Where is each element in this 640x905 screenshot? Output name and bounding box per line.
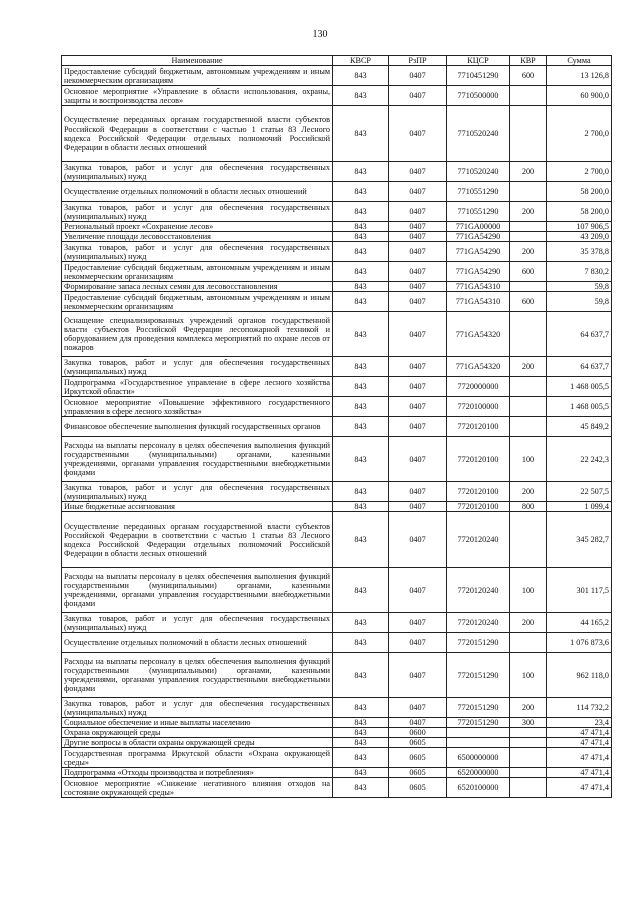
row-name: Финансовое обеспечение выполнения функций государственных органов — [62, 417, 333, 437]
row-kcsr: 7720120240 — [447, 613, 510, 633]
table-row — [62, 397, 612, 417]
row-sum: 22 507,5 — [547, 482, 612, 502]
row-name: Закупка товаров, работ и услуг для обеспечения государственных (муниципальных) нужд — [62, 357, 333, 377]
row-kvr — [510, 377, 547, 397]
table-row — [62, 66, 612, 86]
row-rzpr: 0407 — [389, 232, 447, 242]
row-rzpr: 0407 — [389, 242, 447, 262]
row-kvsr: 843 — [333, 568, 389, 613]
row-sum: 114 732,2 — [547, 698, 612, 718]
row-sum: 47 471,4 — [547, 738, 612, 748]
table-row — [62, 437, 612, 482]
table-row — [62, 357, 612, 377]
row-kvsr: 843 — [333, 202, 389, 222]
row-kcsr: 7720151290 — [447, 698, 510, 718]
row-kvsr: 843 — [333, 653, 389, 698]
row-name: Основное мероприятие «Снижение негативного влияния отходов на состояние окружающей среды» — [62, 778, 333, 798]
row-rzpr: 0605 — [389, 738, 447, 748]
row-kvr: 200 — [510, 482, 547, 502]
row-kvsr: 843 — [333, 182, 389, 202]
row-name: Закупка товаров, работ и услуг для обеспечения государственных (муниципальных) нужд — [62, 202, 333, 222]
row-kcsr: 7710551290 — [447, 202, 510, 222]
row-kvsr: 843 — [333, 162, 389, 182]
row-kvr: 200 — [510, 202, 547, 222]
row-rzpr: 0407 — [389, 482, 447, 502]
row-kvsr: 843 — [333, 738, 389, 748]
row-kcsr: 7720151290 — [447, 653, 510, 698]
row-kcsr: 771GA54310 — [447, 292, 510, 312]
table-header-row — [62, 56, 612, 66]
row-name: Подпрограмма «Государственное управление в сфере лесного хозяйства Иркутской области» — [62, 377, 333, 397]
row-kvr: 200 — [510, 698, 547, 718]
header-kvsr: КВСР — [333, 56, 389, 66]
row-name: Расходы на выплаты персоналу в целях обеспечения выполнения функций государственными (муниципальными) органами, казенными учреждениями, органами управления государственными внебюджетными фондами — [62, 437, 333, 482]
table-row — [62, 728, 612, 738]
row-kvr — [510, 633, 547, 653]
row-kvr — [510, 106, 547, 162]
row-kvsr: 843 — [333, 357, 389, 377]
row-kcsr: 7710520240 — [447, 162, 510, 182]
row-rzpr: 0407 — [389, 718, 447, 728]
row-kvsr: 843 — [333, 232, 389, 242]
row-kvsr: 843 — [333, 613, 389, 633]
row-rzpr: 0407 — [389, 66, 447, 86]
row-kvr — [510, 182, 547, 202]
table-row — [62, 768, 612, 778]
row-name: Расходы на выплаты персоналу в целях обеспечения выполнения функций государственными (муниципальными) органами, казенными учреждениями, органами управления государственными внебюджетными фондами — [62, 568, 333, 613]
row-kcsr: 7720100000 — [447, 397, 510, 417]
table-row — [62, 377, 612, 397]
row-name: Расходы на выплаты персоналу в целях обеспечения выполнения функций государственными (муниципальными) органами, казенными учреждениями, органами управления государственными внебюджетными фондами — [62, 653, 333, 698]
row-sum: 301 117,5 — [547, 568, 612, 613]
row-kvsr: 843 — [333, 768, 389, 778]
row-sum: 22 242,3 — [547, 437, 612, 482]
row-rzpr: 0407 — [389, 262, 447, 282]
page-number: 130 — [312, 29, 328, 40]
table-row — [62, 512, 612, 568]
table-row — [62, 282, 612, 292]
row-rzpr: 0407 — [389, 397, 447, 417]
row-name: Закупка товаров, работ и услуг для обеспечения государственных (муниципальных) нужд — [62, 242, 333, 262]
row-kcsr: 771GA54290 — [447, 242, 510, 262]
row-kvr — [510, 222, 547, 232]
row-kcsr: 7720120100 — [447, 482, 510, 502]
row-rzpr: 0407 — [389, 512, 447, 568]
table-row — [62, 222, 612, 232]
row-sum: 44 165,2 — [547, 613, 612, 633]
row-rzpr: 0407 — [389, 613, 447, 633]
row-name: Формирование запаса лесных семян для лесовосстановления — [62, 282, 333, 292]
table-row — [62, 748, 612, 768]
row-sum: 47 471,4 — [547, 768, 612, 778]
table-row — [62, 482, 612, 502]
table-row — [62, 242, 612, 262]
table-row — [62, 568, 612, 613]
table-body — [62, 66, 612, 798]
row-kcsr: 7720120100 — [447, 502, 510, 512]
row-kvr — [510, 738, 547, 748]
row-kvr: 200 — [510, 162, 547, 182]
row-sum: 59,8 — [547, 282, 612, 292]
row-kvr: 100 — [510, 437, 547, 482]
row-kcsr: 771GA54320 — [447, 357, 510, 377]
row-name: Предоставление субсидий бюджетным, автономным учреждениям и иным некоммерческим организациям — [62, 292, 333, 312]
row-sum: 64 637,7 — [547, 312, 612, 357]
table-row — [62, 613, 612, 633]
row-rzpr: 0407 — [389, 568, 447, 613]
row-kvr — [510, 232, 547, 242]
row-kvsr: 843 — [333, 748, 389, 768]
row-kvr: 600 — [510, 262, 547, 282]
row-rzpr: 0407 — [389, 162, 447, 182]
row-sum: 58 200,0 — [547, 182, 612, 202]
table-row — [62, 653, 612, 698]
row-kvr — [510, 417, 547, 437]
row-name: Другие вопросы в области охраны окружающей среды — [62, 738, 333, 748]
table-row — [62, 312, 612, 357]
row-sum: 47 471,4 — [547, 748, 612, 768]
header-name: Наименование — [62, 56, 333, 66]
row-kcsr: 7710500000 — [447, 86, 510, 106]
table-row — [62, 162, 612, 182]
row-kcsr — [447, 738, 510, 748]
row-kvr: 200 — [510, 613, 547, 633]
row-name: Закупка товаров, работ и услуг для обеспечения государственных (муниципальных) нужд — [62, 482, 333, 502]
row-name: Предоставление субсидий бюджетным, автономным учреждениям и иным некоммерческим организациям — [62, 66, 333, 86]
row-rzpr: 0407 — [389, 502, 447, 512]
row-kcsr: 7720151290 — [447, 633, 510, 653]
row-kvsr: 843 — [333, 437, 389, 482]
table-row — [62, 502, 612, 512]
row-sum: 23,4 — [547, 718, 612, 728]
row-kvr — [510, 778, 547, 798]
row-sum: 45 849,2 — [547, 417, 612, 437]
row-kcsr: 7720120100 — [447, 417, 510, 437]
row-kcsr: 6520000000 — [447, 768, 510, 778]
row-kvr — [510, 748, 547, 768]
row-kvr: 200 — [510, 357, 547, 377]
row-rzpr: 0407 — [389, 377, 447, 397]
row-name: Оснащение специализированных учреждений органов государственной власти субъектов Российской Федерации лесопожарной техникой и оборудованием для проведения комплекса мероприятий по охране лесов от пожаров — [62, 312, 333, 357]
table-row — [62, 633, 612, 653]
row-kcsr: 6500000000 — [447, 748, 510, 768]
row-kvr — [510, 728, 547, 738]
row-sum: 962 118,0 — [547, 653, 612, 698]
row-kvsr: 843 — [333, 242, 389, 262]
row-sum: 1 468 005,5 — [547, 377, 612, 397]
row-sum: 64 637,7 — [547, 357, 612, 377]
row-sum: 1 468 005,5 — [547, 397, 612, 417]
row-kvsr: 843 — [333, 417, 389, 437]
row-name: Закупка товаров, работ и услуг для обеспечения государственных (муниципальных) нужд — [62, 613, 333, 633]
row-rzpr: 0605 — [389, 768, 447, 778]
row-kvsr: 843 — [333, 292, 389, 312]
row-name: Осуществление переданных органам государственной власти субъектов Российской Федерации в соответствии с частью 1 статьи 83 Лесного кодекса Российской Федерации отдельных полномочий Российской Федерации в области лесных отношений — [62, 106, 333, 162]
row-sum: 1 076 873,6 — [547, 633, 612, 653]
row-sum: 60 900,0 — [547, 86, 612, 106]
row-rzpr: 0407 — [389, 653, 447, 698]
row-kvsr: 843 — [333, 698, 389, 718]
row-kvr — [510, 768, 547, 778]
row-rzpr: 0407 — [389, 292, 447, 312]
row-rzpr: 0407 — [389, 202, 447, 222]
row-rzpr: 0605 — [389, 748, 447, 768]
row-name: Охрана окружающей среды — [62, 728, 333, 738]
row-kvsr: 843 — [333, 728, 389, 738]
row-rzpr: 0407 — [389, 282, 447, 292]
row-kcsr — [447, 728, 510, 738]
row-kvsr: 843 — [333, 312, 389, 357]
row-sum: 7 830,2 — [547, 262, 612, 282]
table-row — [62, 292, 612, 312]
row-kcsr: 7720120240 — [447, 512, 510, 568]
row-kcsr: 771GA54290 — [447, 262, 510, 282]
row-name: Основное мероприятие «Управление в области использования, охраны, защиты и воспроизводства лесов» — [62, 86, 333, 106]
row-rzpr: 0407 — [389, 106, 447, 162]
table-row — [62, 778, 612, 798]
row-kvsr: 843 — [333, 86, 389, 106]
row-rzpr: 0407 — [389, 86, 447, 106]
row-sum: 59,8 — [547, 292, 612, 312]
header-kvr: КВР — [510, 56, 547, 66]
row-kcsr: 6520100000 — [447, 778, 510, 798]
row-kvr: 200 — [510, 242, 547, 262]
row-sum: 35 378,8 — [547, 242, 612, 262]
row-kcsr: 771GA54310 — [447, 282, 510, 292]
row-kvsr: 843 — [333, 222, 389, 232]
row-kcsr: 7720000000 — [447, 377, 510, 397]
table-row — [62, 262, 612, 282]
table-row — [62, 232, 612, 242]
row-kcsr: 771GA54290 — [447, 232, 510, 242]
row-kcsr: 7720151290 — [447, 718, 510, 728]
row-sum: 47 471,4 — [547, 778, 612, 798]
row-kvsr: 843 — [333, 262, 389, 282]
row-rzpr: 0605 — [389, 778, 447, 798]
header-kcsr: КЦСР — [447, 56, 510, 66]
table-row — [62, 417, 612, 437]
row-sum: 2 700,0 — [547, 162, 612, 182]
row-name: Осуществление отдельных полномочий в области лесных отношений — [62, 633, 333, 653]
row-kcsr: 7710451290 — [447, 66, 510, 86]
row-sum: 1 099,4 — [547, 502, 612, 512]
row-name: Закупка товаров, работ и услуг для обеспечения государственных (муниципальных) нужд — [62, 698, 333, 718]
row-kvr: 600 — [510, 66, 547, 86]
table-row — [62, 718, 612, 728]
row-kvr: 100 — [510, 653, 547, 698]
row-rzpr: 0407 — [389, 633, 447, 653]
row-sum: 43 209,0 — [547, 232, 612, 242]
row-sum: 13 126,8 — [547, 66, 612, 86]
row-kvr: 600 — [510, 292, 547, 312]
table-row — [62, 106, 612, 162]
row-sum: 107 906,5 — [547, 222, 612, 232]
row-kcsr: 771GA00000 — [447, 222, 510, 232]
table-row — [62, 698, 612, 718]
row-name: Осуществление отдельных полномочий в области лесных отношений — [62, 182, 333, 202]
row-name: Социальное обеспечение и иные выплаты населению — [62, 718, 333, 728]
row-kvr — [510, 86, 547, 106]
row-name: Государственная программа Иркутской области «Охрана окружающей среды» — [62, 748, 333, 768]
table-row — [62, 738, 612, 748]
row-kvsr: 843 — [333, 633, 389, 653]
row-kvsr: 843 — [333, 282, 389, 292]
row-kvr — [510, 512, 547, 568]
row-kvsr: 843 — [333, 512, 389, 568]
row-name: Увеличение площади лесовосстановления — [62, 232, 333, 242]
budget-table — [61, 55, 612, 798]
row-rzpr: 0407 — [389, 222, 447, 232]
row-kvr — [510, 397, 547, 417]
header-rzpr: РзПР — [389, 56, 447, 66]
row-kcsr: 7720120100 — [447, 437, 510, 482]
table-row — [62, 86, 612, 106]
row-kvr: 800 — [510, 502, 547, 512]
row-kvsr: 843 — [333, 718, 389, 728]
row-name: Осуществление переданных органам государственной власти субъектов Российской Федерации в соответствии с частью 1 статьи 83 Лесного кодекса Российской Федерации отдельных полномочий Российской Федерации в области лесных отношений — [62, 512, 333, 568]
row-kvsr: 843 — [333, 778, 389, 798]
row-name: Закупка товаров, работ и услуг для обеспечения государственных (муниципальных) нужд — [62, 162, 333, 182]
row-kcsr: 7710520240 — [447, 106, 510, 162]
row-name: Иные бюджетные ассигнования — [62, 502, 333, 512]
row-kvr — [510, 282, 547, 292]
row-name: Предоставление субсидий бюджетным, автономным учреждениям и иным некоммерческим организациям — [62, 262, 333, 282]
row-rzpr: 0600 — [389, 728, 447, 738]
row-rzpr: 0407 — [389, 437, 447, 482]
row-rzpr: 0407 — [389, 417, 447, 437]
row-kvsr: 843 — [333, 106, 389, 162]
row-rzpr: 0407 — [389, 312, 447, 357]
table-row — [62, 182, 612, 202]
row-name: Основное мероприятие «Повышение эффективного государственного управления в сфере лесного хозяйства» — [62, 397, 333, 417]
row-sum: 58 200,0 — [547, 202, 612, 222]
row-kvr: 100 — [510, 568, 547, 613]
row-kvr: 300 — [510, 718, 547, 728]
row-kvsr: 843 — [333, 377, 389, 397]
row-sum: 2 700,0 — [547, 106, 612, 162]
row-rzpr: 0407 — [389, 357, 447, 377]
row-kcsr: 7720120240 — [447, 568, 510, 613]
row-kcsr: 771GA54320 — [447, 312, 510, 357]
row-name: Подпрограмма «Отходы производства и потребления» — [62, 768, 333, 778]
row-kvsr: 843 — [333, 66, 389, 86]
row-sum: 47 471,4 — [547, 728, 612, 738]
row-name: Региональный проект «Сохранение лесов» — [62, 222, 333, 232]
row-sum: 345 282,7 — [547, 512, 612, 568]
row-rzpr: 0407 — [389, 698, 447, 718]
row-kcsr: 7710551290 — [447, 182, 510, 202]
row-kvsr: 843 — [333, 502, 389, 512]
header-sum: Сумма — [547, 56, 612, 66]
row-rzpr: 0407 — [389, 182, 447, 202]
table-row — [62, 202, 612, 222]
row-kvsr: 843 — [333, 482, 389, 502]
row-kvr — [510, 312, 547, 357]
row-kvsr: 843 — [333, 397, 389, 417]
